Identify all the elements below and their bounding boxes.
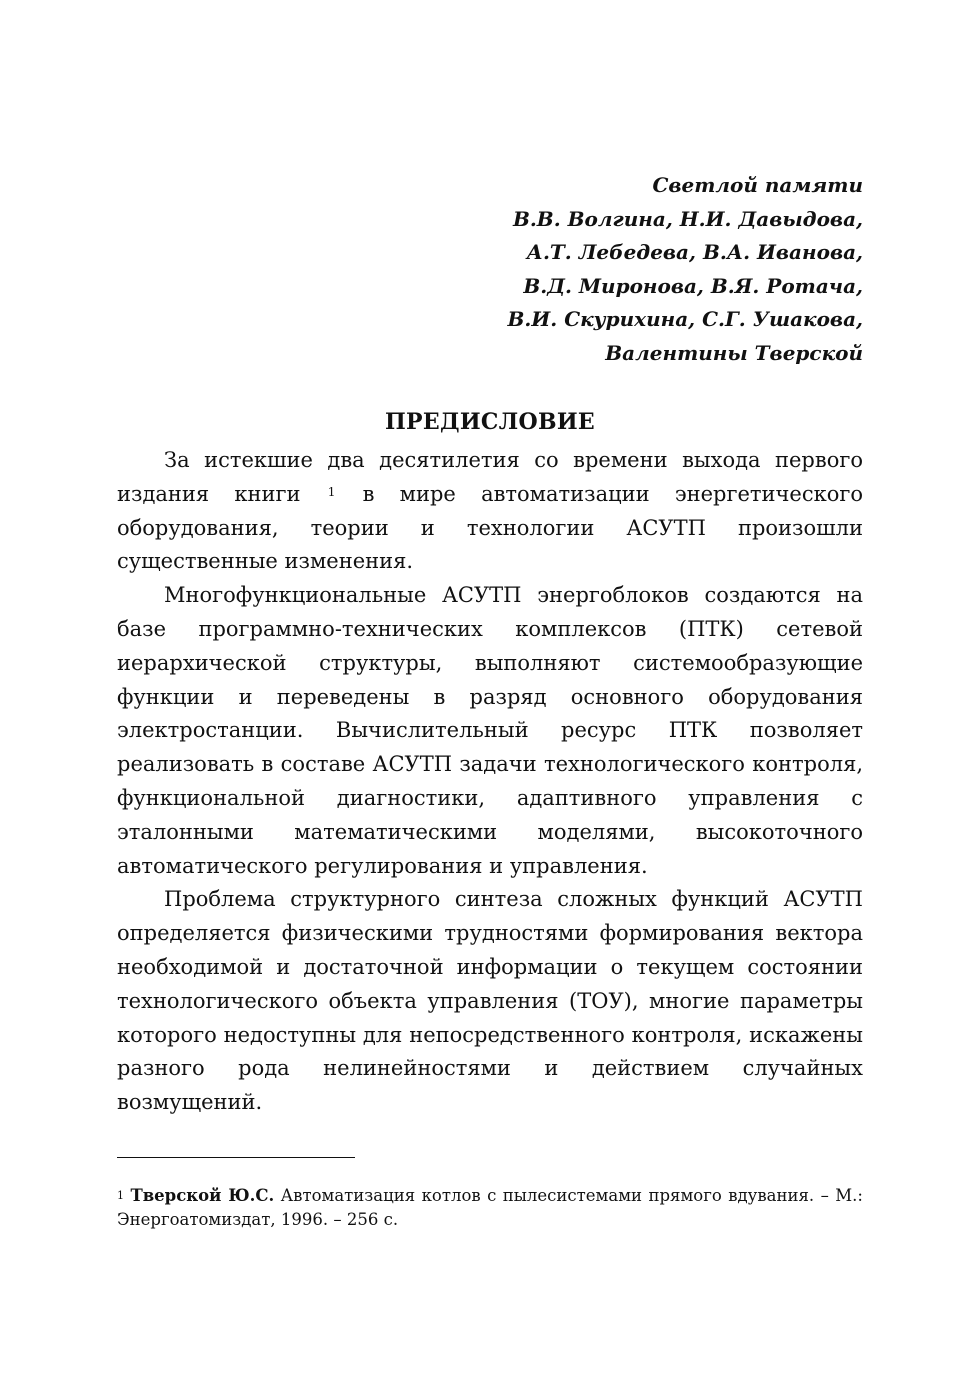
- footnote-reference[interactable]: 1: [327, 484, 336, 499]
- footnote-marker: 1: [117, 1189, 124, 1202]
- paragraph-3: Проблема структурного синтеза сложных функций АСУТП определяется физическими трудностями формирования вектора необходимой и достаточной информации о текущем состоянии технологического объекта управления (ТОУ), многие параметры которого недоступны для непосредственного контроля, искажены разного рода нелинейностями и действием случайных возмущений.: [117, 887, 863, 1115]
- section-heading: ПРЕДИСЛОВИЕ: [384, 409, 595, 435]
- body-text: [117, 444, 863, 1120]
- dedication-line: А.Т. Лебедева, В.А. Иванова,: [526, 240, 863, 264]
- dedication-line: Валентины Тверской: [605, 340, 863, 365]
- paragraph-1-text-a: За истекшие два десятилетия со времени выхода первого издания книги: [117, 448, 863, 506]
- paragraph-1: [117, 444, 863, 579]
- dedication-block: [508, 169, 863, 370]
- footnote-text: Автоматизация котлов с пылесистемами прямого вдувания. – М.: Энергоатомиздат, 1996. – 256 с.: [117, 1186, 863, 1229]
- paragraph-1-text-b: в мире автоматизации энергетического оборудования, теории и технологии АСУТП произошли существенные изменения.: [117, 481, 863, 574]
- dedication-line: В.Д. Миронова, В.Я. Ротача,: [523, 273, 863, 298]
- dedication-line: В.В. Волгина, Н.И. Давыдова,: [512, 206, 863, 231]
- dedication-line: В.И. Скурихина, С.Г. Ушакова,: [507, 307, 863, 331]
- dedication-line: Светлой памяти: [652, 173, 863, 197]
- footnote-separator: [117, 1157, 355, 1158]
- footnote-author: Тверской Ю.С.: [130, 1186, 275, 1205]
- footnote: [117, 1184, 863, 1232]
- paragraph-2: Многофункциональные АСУТП энергоблоков создаются на базе программно-технических комплексов (ПТК) сетевой иерархической структуры, выполняют системообразующие функции и переведены в разряд основного оборудования электростанции. Вычислительный ресурс ПТК позволяет реализовать в составе АСУТП задачи технологического контроля, функциональной диагностики, адаптивного управления с эталонными математическими моделями, высокоточного автоматического регулирования и управления.: [117, 583, 863, 878]
